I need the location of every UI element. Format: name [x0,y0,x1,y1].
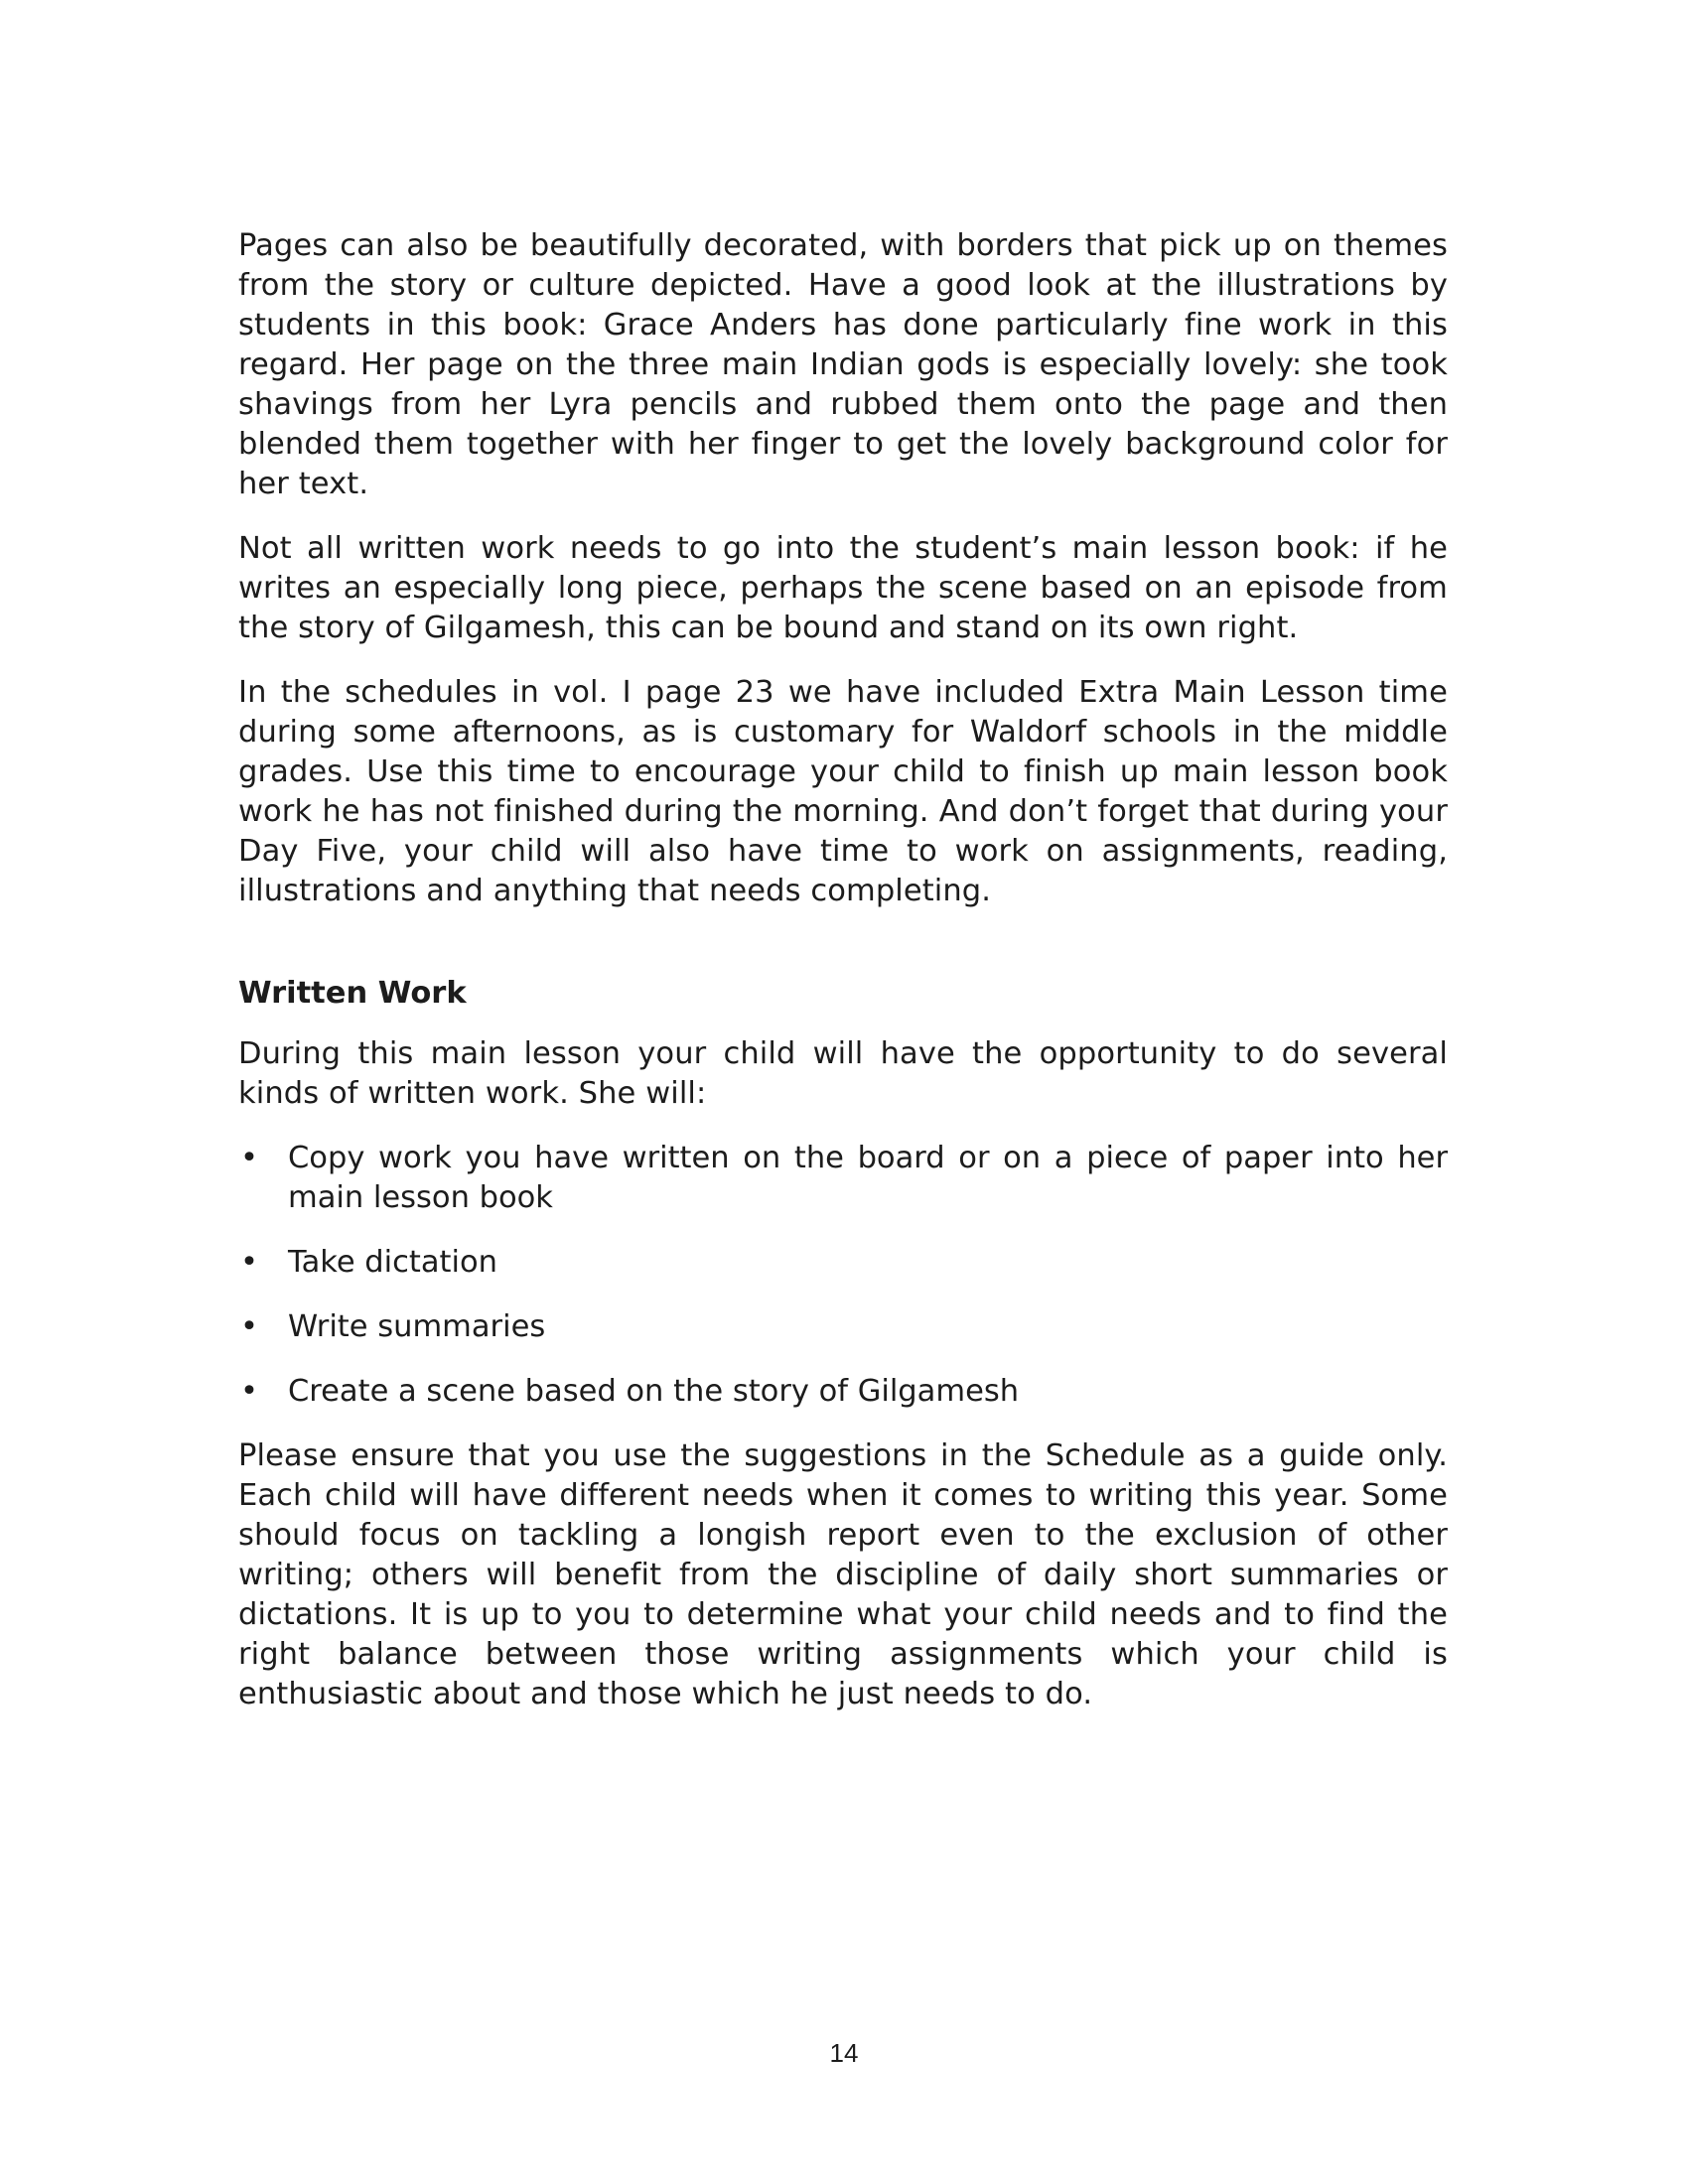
list-item-text: Copy work you have written on the board or on a piece of paper into her main lesson book [288,1141,1448,1215]
list-item-text: Take dictation [288,1245,497,1280]
list-item [238,1243,1448,1283]
bullet-icon: • [240,1245,258,1280]
page-content [238,226,1448,1739]
paragraph-extra-main-lesson: In the schedules in vol. I page 23 we have included Extra Main Lesson time during some afternoons, as is customary for Waldorf schools in the middle grades. Use this time to encourage your child to finish up main lesson book work he has not finished during the morning. And don’t forget that during your Day Five, your child will also have time to work on assignments, reading, illustrations and anything that needs completing. [238,675,1448,908]
paragraph-decorated-pages: Pages can also be beautifully decorated, with borders that pick up on themes from the story or culture depicted. Have a good look at the illustrations by students in this book: Grace Anders has done particularly fine work in this regard. Her page on the three main Indian gods is especially lovely: she took shavings from her Lyra pencils and rubbed them onto the page and then blended them together with her finger to get the lovely background color for her text. [238,228,1448,501]
list-item [238,1139,1448,1218]
list-item [238,1307,1448,1347]
paragraph-schedule-guide: Please ensure that you use the suggestions in the Schedule as a guide only. Each child will have different needs when it comes to writing this year. Some should focus on tackling a longish report even to the exclusion of other writing; others will benefit from the discipline of daily short summaries or dictations. It is up to you to determine what your child needs and to find the right balance between those writing assignments which your child is enthusiastic about and those which he just needs to do. [238,1438,1448,1711]
paragraph-written-work-intro: During this main lesson your child will have the opportunity to do several kinds of written work. She will: [238,1036,1448,1111]
bullet-icon: • [240,1141,258,1175]
written-work-list [238,1139,1448,1412]
page-number: 14 [829,2038,859,2068]
section-heading-written-work: Written Work [238,976,467,1011]
list-item [238,1372,1448,1412]
list-item-text: Write summaries [288,1309,546,1344]
list-item-text: Create a scene based on the story of Gilgamesh [288,1374,1020,1409]
bullet-icon: • [240,1374,258,1409]
bullet-icon: • [240,1309,258,1344]
paragraph-written-work-binding: Not all written work needs to go into the student’s main lesson book: if he writes an especially long piece, perhaps the scene based on an episode from the story of Gilgamesh, this can be bound and stand on its own right. [238,531,1448,645]
